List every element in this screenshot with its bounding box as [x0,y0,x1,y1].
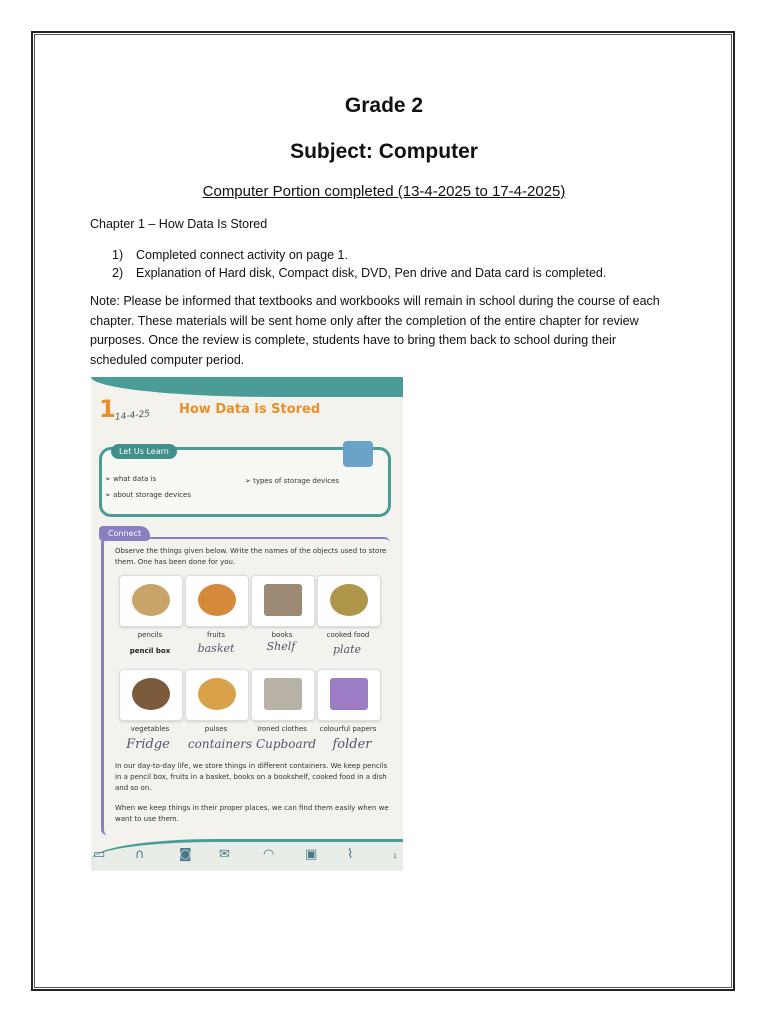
email-icon: ✉ [219,847,230,862]
answer-handwritten: basket [197,642,235,655]
note-paragraph [90,292,690,370]
books-art [264,584,302,616]
colourful-papers-art [330,678,368,710]
item-label: ironed clothes [257,725,307,733]
page-number: 1 [393,853,397,860]
answer-handwritten: Fridge [126,737,170,752]
ironed-clothes-art [264,678,302,710]
learn-heading: Let Us Learn [111,444,177,459]
fruits-picture [185,575,249,627]
subject-heading: Subject: Computer [290,140,478,163]
note-line: Note: Please be informed that textbooks and workbooks will remain in school during the course of each [90,294,660,308]
headphones-icon: ∩ [135,847,145,862]
textbook-photo [91,377,403,871]
colourful-papers-picture [317,669,381,721]
cooked-food-art [330,584,368,616]
item-label: books [271,631,293,639]
disk-icon: ◙ [179,847,192,862]
portion-heading: Computer Portion completed (13-4-2025 to 17-4-2025) [202,183,566,200]
pulses-picture [185,669,249,721]
handwritten-date: 14-4-25 [114,409,151,423]
pencils-picture [119,575,183,627]
learn-item: ➢ types of storage devices [245,477,340,485]
chapter-number: 1 [99,395,116,423]
item-label: fruits [206,631,226,639]
computer-mascot-icon [343,441,373,467]
ironed-clothes-picture [251,669,315,721]
keyboard-icon: ▭ [93,847,106,862]
completed-list [112,246,606,282]
answer-text: pencil box [129,647,171,655]
pulses-art [198,678,236,710]
item-label: vegetables [130,725,170,733]
learn-item: ➢ what data is [105,475,157,483]
note-line: scheduled computer period. [90,352,245,367]
books-picture [251,575,315,627]
note-line: purposes. Once the review is complete, students have to bring them back to school during their [90,333,616,347]
answer-handwritten: folder [332,737,372,752]
answer-handwritten: Shelf [266,640,296,653]
connect-heading: Connect [99,526,150,541]
vegetables-picture [119,669,183,721]
explanation-paragraph: When we keep things in their proper places, we can find them easily when we want to use them. [115,804,389,823]
learn-item: ➢ about storage devices [105,491,191,499]
answer-handwritten: containers [187,737,253,751]
connect-instructions: Observe the things given below. Write the names of the objects used to store them. One has been done for you. [115,547,387,566]
item-label: pencils [137,631,163,639]
cooked-food-picture [317,575,381,627]
list-item: 2) Explanation of Hard disk, Compact disk, DVD, Pen drive and Data card is completed. [112,266,607,280]
wifi-icon: ◠ [263,847,275,862]
grade-heading: Grade 2 [344,94,424,117]
answer-handwritten: Cupboard [255,737,317,751]
explanation-paragraph: In our day-to-day life, we store things in different containers. We keep pencils in a pencil box, fruits in a basket, books on a bookshelf, cooked food in a dish and so on. [115,762,388,792]
chapter-title: How Data is Stored [179,402,321,417]
item-label: colourful papers [319,725,377,733]
chapter-line: Chapter 1 – How Data Is Stored [90,217,268,231]
item-label: cooked food [326,631,370,639]
note-line: chapter. These materials will be sent home only after the completion of the entire chapter for review [90,313,639,328]
answer-handwritten: plate [332,643,362,656]
mouse-icon: ⌇ [347,847,354,862]
pencils-art [132,584,170,616]
top-wave-decoration [91,377,403,397]
list-item: 1) Completed connect activity on page 1. [112,248,348,262]
vegetables-art [132,678,170,710]
fruits-art [198,584,236,616]
monitor-icon: ▣ [305,847,318,862]
item-label: pulses [204,725,228,733]
